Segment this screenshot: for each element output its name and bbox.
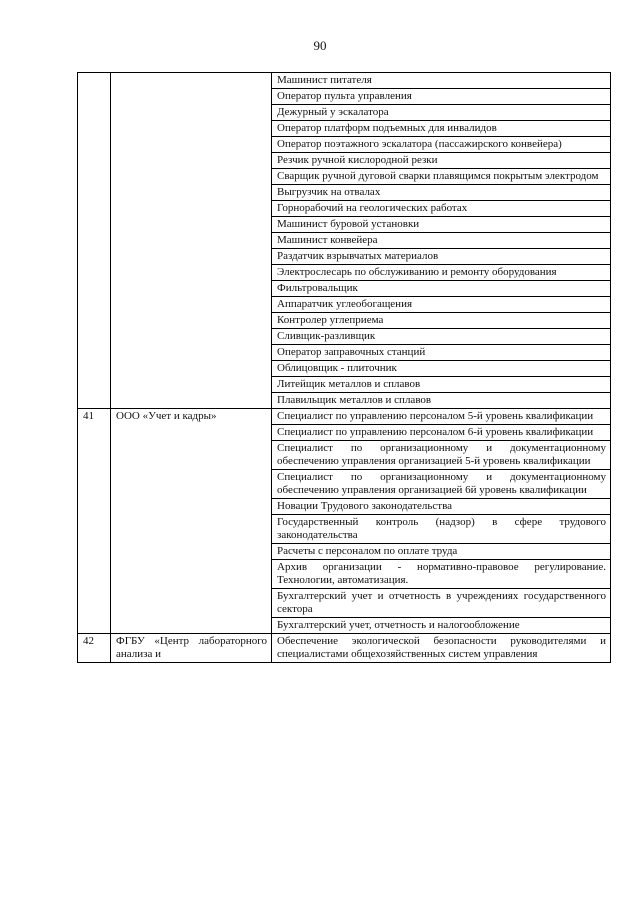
organizations-table [77,72,611,663]
course-cell: Государственный контроль (надзор) в сфере трудового законодательства [272,515,611,544]
row-number-cell: 42 [78,634,111,663]
table-row [78,73,611,89]
course-cell: Специалист по управлению персоналом 5-й уровень квалификации [272,409,611,425]
table-row [78,409,611,425]
course-cell: Фильтровальщик [272,281,611,297]
course-cell: Раздатчик взрывчатых материалов [272,249,611,265]
course-cell: Бухгалтерский учет и отчетность в учреждениях государственного сектора [272,589,611,618]
page-number: 90 [313,38,327,53]
course-cell: Контролер углеприема [272,313,611,329]
course-cell: Расчеты с персоналом по оплате труда [272,544,611,560]
course-cell: Дежурный у эскалатора [272,105,611,121]
course-cell: Оператор поэтажного эскалатора (пассажирского конвейера) [272,137,611,153]
course-cell: Машинист буровой установки [272,217,611,233]
course-cell: Машинист конвейера [272,233,611,249]
course-cell: Горнорабочий на геологических работах [272,201,611,217]
course-cell: Оператор пульта управления [272,89,611,105]
course-cell: Сварщик ручной дуговой сварки плавящимся покрытым электродом [272,169,611,185]
course-cell: Специалист по организационному и документационному обеспечению управления организацией 5-й уровень квалификации [272,441,611,470]
course-cell: Специалист по организационному и документационному обеспечению управления организацией 6й уровень квалификации [272,470,611,499]
table-row [78,634,611,663]
course-cell: Специалист по управлению персоналом 6-й уровень квалификации [272,425,611,441]
course-cell: Бухгалтерский учет, отчетность и налогообложение [272,618,611,634]
course-cell: Сливщик-разливщик [272,329,611,345]
course-cell: Плавильщик металлов и сплавов [272,393,611,409]
course-cell: Архив организации - нормативно-правовое регулирование. Технологии, автоматизация. [272,560,611,589]
organization-cell: ФГБУ «Центр лабораторного анализа и [111,634,272,663]
course-cell: Электрослесарь по обслуживанию и ремонту оборудования [272,265,611,281]
row-number-cell: 41 [78,409,111,634]
organization-cell [111,73,272,409]
course-cell: Литейщик металлов и сплавов [272,377,611,393]
course-cell: Новации Трудового законодательства [272,499,611,515]
row-number-cell [78,73,111,409]
organization-cell: ООО «Учет и кадры» [111,409,272,634]
course-cell: Обеспечение экологической безопасности руководителями и специалистами общехозяйственных систем управления [272,634,611,663]
course-cell: Выгрузчик на отвалах [272,185,611,201]
course-cell: Оператор платформ подъемных для инвалидов [272,121,611,137]
course-cell: Оператор заправочных станций [272,345,611,361]
course-cell: Машинист питателя [272,73,611,89]
course-cell: Резчик ручной кислородной резки [272,153,611,169]
table-body [78,73,611,663]
course-cell: Облицовщик - плиточник [272,361,611,377]
course-cell: Аппаратчик углеобогащения [272,297,611,313]
